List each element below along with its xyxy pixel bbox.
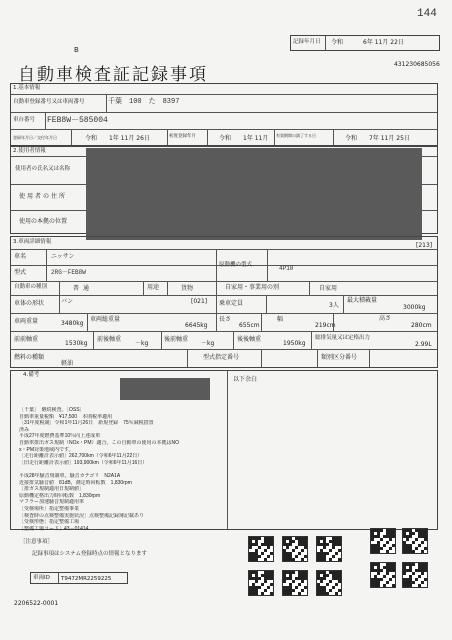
- vehicle-details-section: [10, 236, 438, 368]
- qr-code-8: [316, 570, 342, 596]
- remark-line: ［排ガス規制適用日規制値］: [19, 486, 85, 493]
- engine-model-value: 4P10: [279, 265, 294, 272]
- vehicle-weight-label: 車両重量: [14, 318, 39, 325]
- max-load-label: 最大積載量: [347, 297, 378, 304]
- capacity-label: 乗車定員: [219, 300, 244, 307]
- registration-number-value: 千葉 100 た 8397: [108, 98, 180, 106]
- page-title: 自動車検査証記録事項: [18, 65, 208, 85]
- maker-value: ニッサン: [51, 253, 75, 260]
- vehicle-id-label: 車両ID: [33, 575, 50, 581]
- first-registration-value: 1年 11月: [243, 135, 269, 142]
- redacted-remarks: [120, 378, 210, 400]
- purpose-value: 自家用: [319, 285, 338, 292]
- class-number-label: 類別区分番号: [321, 354, 358, 361]
- remark-line: 自動車排出ガス規制（NOx・PM）適合。この自動車の使用の本拠はNO: [19, 439, 180, 446]
- remark-line: 平成27年度燃費基準10％向上達成車: [19, 433, 101, 440]
- first-registration-era: 令和: [219, 135, 232, 142]
- purpose-label: 自家用・事業用の別: [225, 284, 280, 291]
- front-front-axle-value: 1530kg: [65, 340, 88, 347]
- body-shape-label: 車体の形状: [14, 300, 45, 307]
- displacement-label: 総排気量又は定格出力: [315, 335, 371, 341]
- remark-line: ［受検形態］指定整備工場: [19, 519, 80, 526]
- record-date-label: 記録年月日: [293, 39, 321, 45]
- vehicle-details-heading: 3.車両詳細情報: [13, 239, 52, 245]
- remark-line: ［受検場所］指定整備事業: [19, 505, 80, 512]
- document-number: 431230685056: [394, 61, 440, 68]
- vehicle-details-code: [213]: [416, 242, 433, 249]
- remark-line: ［31年度税制］令和1年11月26日 新規登録 75％減税措置: [19, 420, 154, 427]
- expiry-date-era: 令和: [345, 135, 358, 142]
- user-address-label: 使用者の住所: [19, 193, 68, 200]
- capacity-value: 3人: [329, 302, 339, 309]
- vehicle-kind-label: 自動車の種別: [14, 284, 48, 290]
- notes-heading: ［注意事項］: [20, 539, 54, 545]
- model-label: 型式: [14, 269, 27, 276]
- notes-text: 記録事項はシステム登録時点の情報となります: [32, 551, 147, 557]
- width-value: 219cm: [315, 322, 336, 329]
- use-value: 貨物: [181, 285, 194, 292]
- remarks-heading: 4.備考: [23, 372, 40, 378]
- chassis-number-value: FEB8W－585004: [47, 116, 108, 125]
- qr-code-3: [316, 536, 342, 562]
- registration-date-value: 1年 11月 26日: [109, 135, 150, 142]
- remark-line: 済み: [19, 426, 30, 433]
- vehicle-id-box: [30, 572, 128, 584]
- length-label: 長さ: [219, 316, 232, 323]
- qr-code-2: [282, 536, 308, 562]
- remark-line: 平成28年騒音規制車。騒音カテゴリ N2A1A: [19, 472, 121, 479]
- use-label: 用途: [147, 284, 160, 291]
- gross-weight-value: 6645kg: [185, 322, 208, 329]
- record-date-era: 令和: [331, 39, 344, 46]
- remark-line: 原動機定格出力時回転数 1,830rpm: [19, 492, 101, 499]
- registration-date-era: 令和: [85, 135, 98, 142]
- b-mark: B: [74, 46, 79, 54]
- registration-date-label: 登録年月日／交付年月日: [13, 135, 57, 140]
- user-info-heading: 2.使用者情報: [13, 148, 46, 154]
- type-designation-label: 型式指定番号: [203, 354, 240, 361]
- body-shape-value: バン: [61, 298, 74, 305]
- remark-line: ［走行距離計表示値］262,700km（令和6年11月22日）: [19, 453, 143, 460]
- chassis-number-label: 車台番号: [13, 117, 36, 123]
- qr-code-1: [248, 536, 274, 562]
- qr-code-4: [370, 528, 396, 554]
- height-label: 高さ: [379, 315, 392, 322]
- record-date-box: [290, 35, 440, 51]
- gross-weight-label: 車両総重量: [90, 316, 121, 323]
- redacted-user-info: [86, 148, 422, 240]
- rear-front-axle-value: －kg: [201, 340, 215, 347]
- max-load-value: 3000kg: [403, 304, 426, 311]
- remark-line: ［千葉］ 継続検査。［OSS］: [19, 407, 85, 413]
- fuel-type-label: 燃料の種類: [14, 354, 45, 361]
- remark-line: ［整備工場コード］43－01414: [19, 525, 89, 532]
- remark-line: ［検査時の点検整備実施状況］点検整備記録簿記載あり: [19, 512, 145, 519]
- qr-code-10: [402, 562, 428, 588]
- page-number: 144: [417, 8, 437, 20]
- body-shape-code: [021]: [191, 298, 208, 305]
- front-rear-axle-value: －kg: [135, 340, 149, 347]
- remark-line: マフラー加速騒音規制適用車: [19, 499, 85, 506]
- model-value: 2RG－FEB8W: [51, 269, 86, 276]
- remarks-list: [19, 407, 225, 532]
- vehicle-kind-value: 普通: [73, 285, 94, 292]
- qr-code-7: [282, 570, 308, 596]
- expiry-date-value: 7年 11月 25日: [369, 135, 410, 142]
- front-rear-axle-label: 前後軸重: [97, 336, 122, 343]
- record-date-value: 6年 11月 22日: [363, 39, 404, 46]
- form-code: 2206522-0001: [14, 600, 59, 607]
- registration-number-label: 自動車登録番号又は車両番号: [13, 99, 85, 105]
- base-location-label: 使用の本拠の位置: [19, 218, 68, 225]
- basic-info-heading: 1.基本情報: [13, 85, 41, 91]
- vehicle-weight-value: 3480kg: [61, 320, 84, 327]
- remark-line: ［旧走行距離計表示値］193,900km（令和6年11月16日）: [19, 459, 148, 466]
- width-label: 幅: [277, 316, 284, 323]
- qr-code-5: [402, 528, 428, 554]
- remark-line: 自動車重量税額 ¥17,500 本則税率適用: [19, 413, 113, 420]
- remarks-section: [10, 370, 438, 530]
- qr-code-9: [370, 562, 396, 588]
- displacement-value: 2.99L: [415, 341, 432, 348]
- basic-info-section: [10, 83, 438, 146]
- length-value: 655cm: [239, 322, 260, 329]
- remarks-continued: 以下余白: [233, 376, 258, 383]
- vehicle-id-value: T9472MR2259225: [61, 576, 112, 582]
- rear-rear-axle-value: 1950kg: [283, 340, 306, 347]
- maker-label: 車名: [14, 253, 27, 260]
- height-value: 280cm: [411, 322, 432, 329]
- front-front-axle-label: 前前軸重: [14, 336, 39, 343]
- first-registration-label: 初度登録年月: [169, 134, 196, 139]
- fuel-type-value: 軽油: [61, 360, 74, 367]
- user-name-label: 使用者の氏名又は名称: [15, 166, 71, 172]
- remark-line: 近接排気騒音値 81dB，測定時回転数 1,830rpm: [19, 479, 132, 486]
- engine-model-label: 原動機の型式: [219, 262, 253, 268]
- remark-line: [19, 466, 225, 473]
- expiry-date-label: 有効期間の満了する日: [276, 133, 316, 138]
- rear-front-axle-label: 後前軸重: [164, 336, 189, 343]
- remark-line: x・PM対策地域内です。: [19, 446, 74, 453]
- qr-code-6: [248, 570, 274, 596]
- rear-rear-axle-label: 後後軸重: [237, 336, 262, 343]
